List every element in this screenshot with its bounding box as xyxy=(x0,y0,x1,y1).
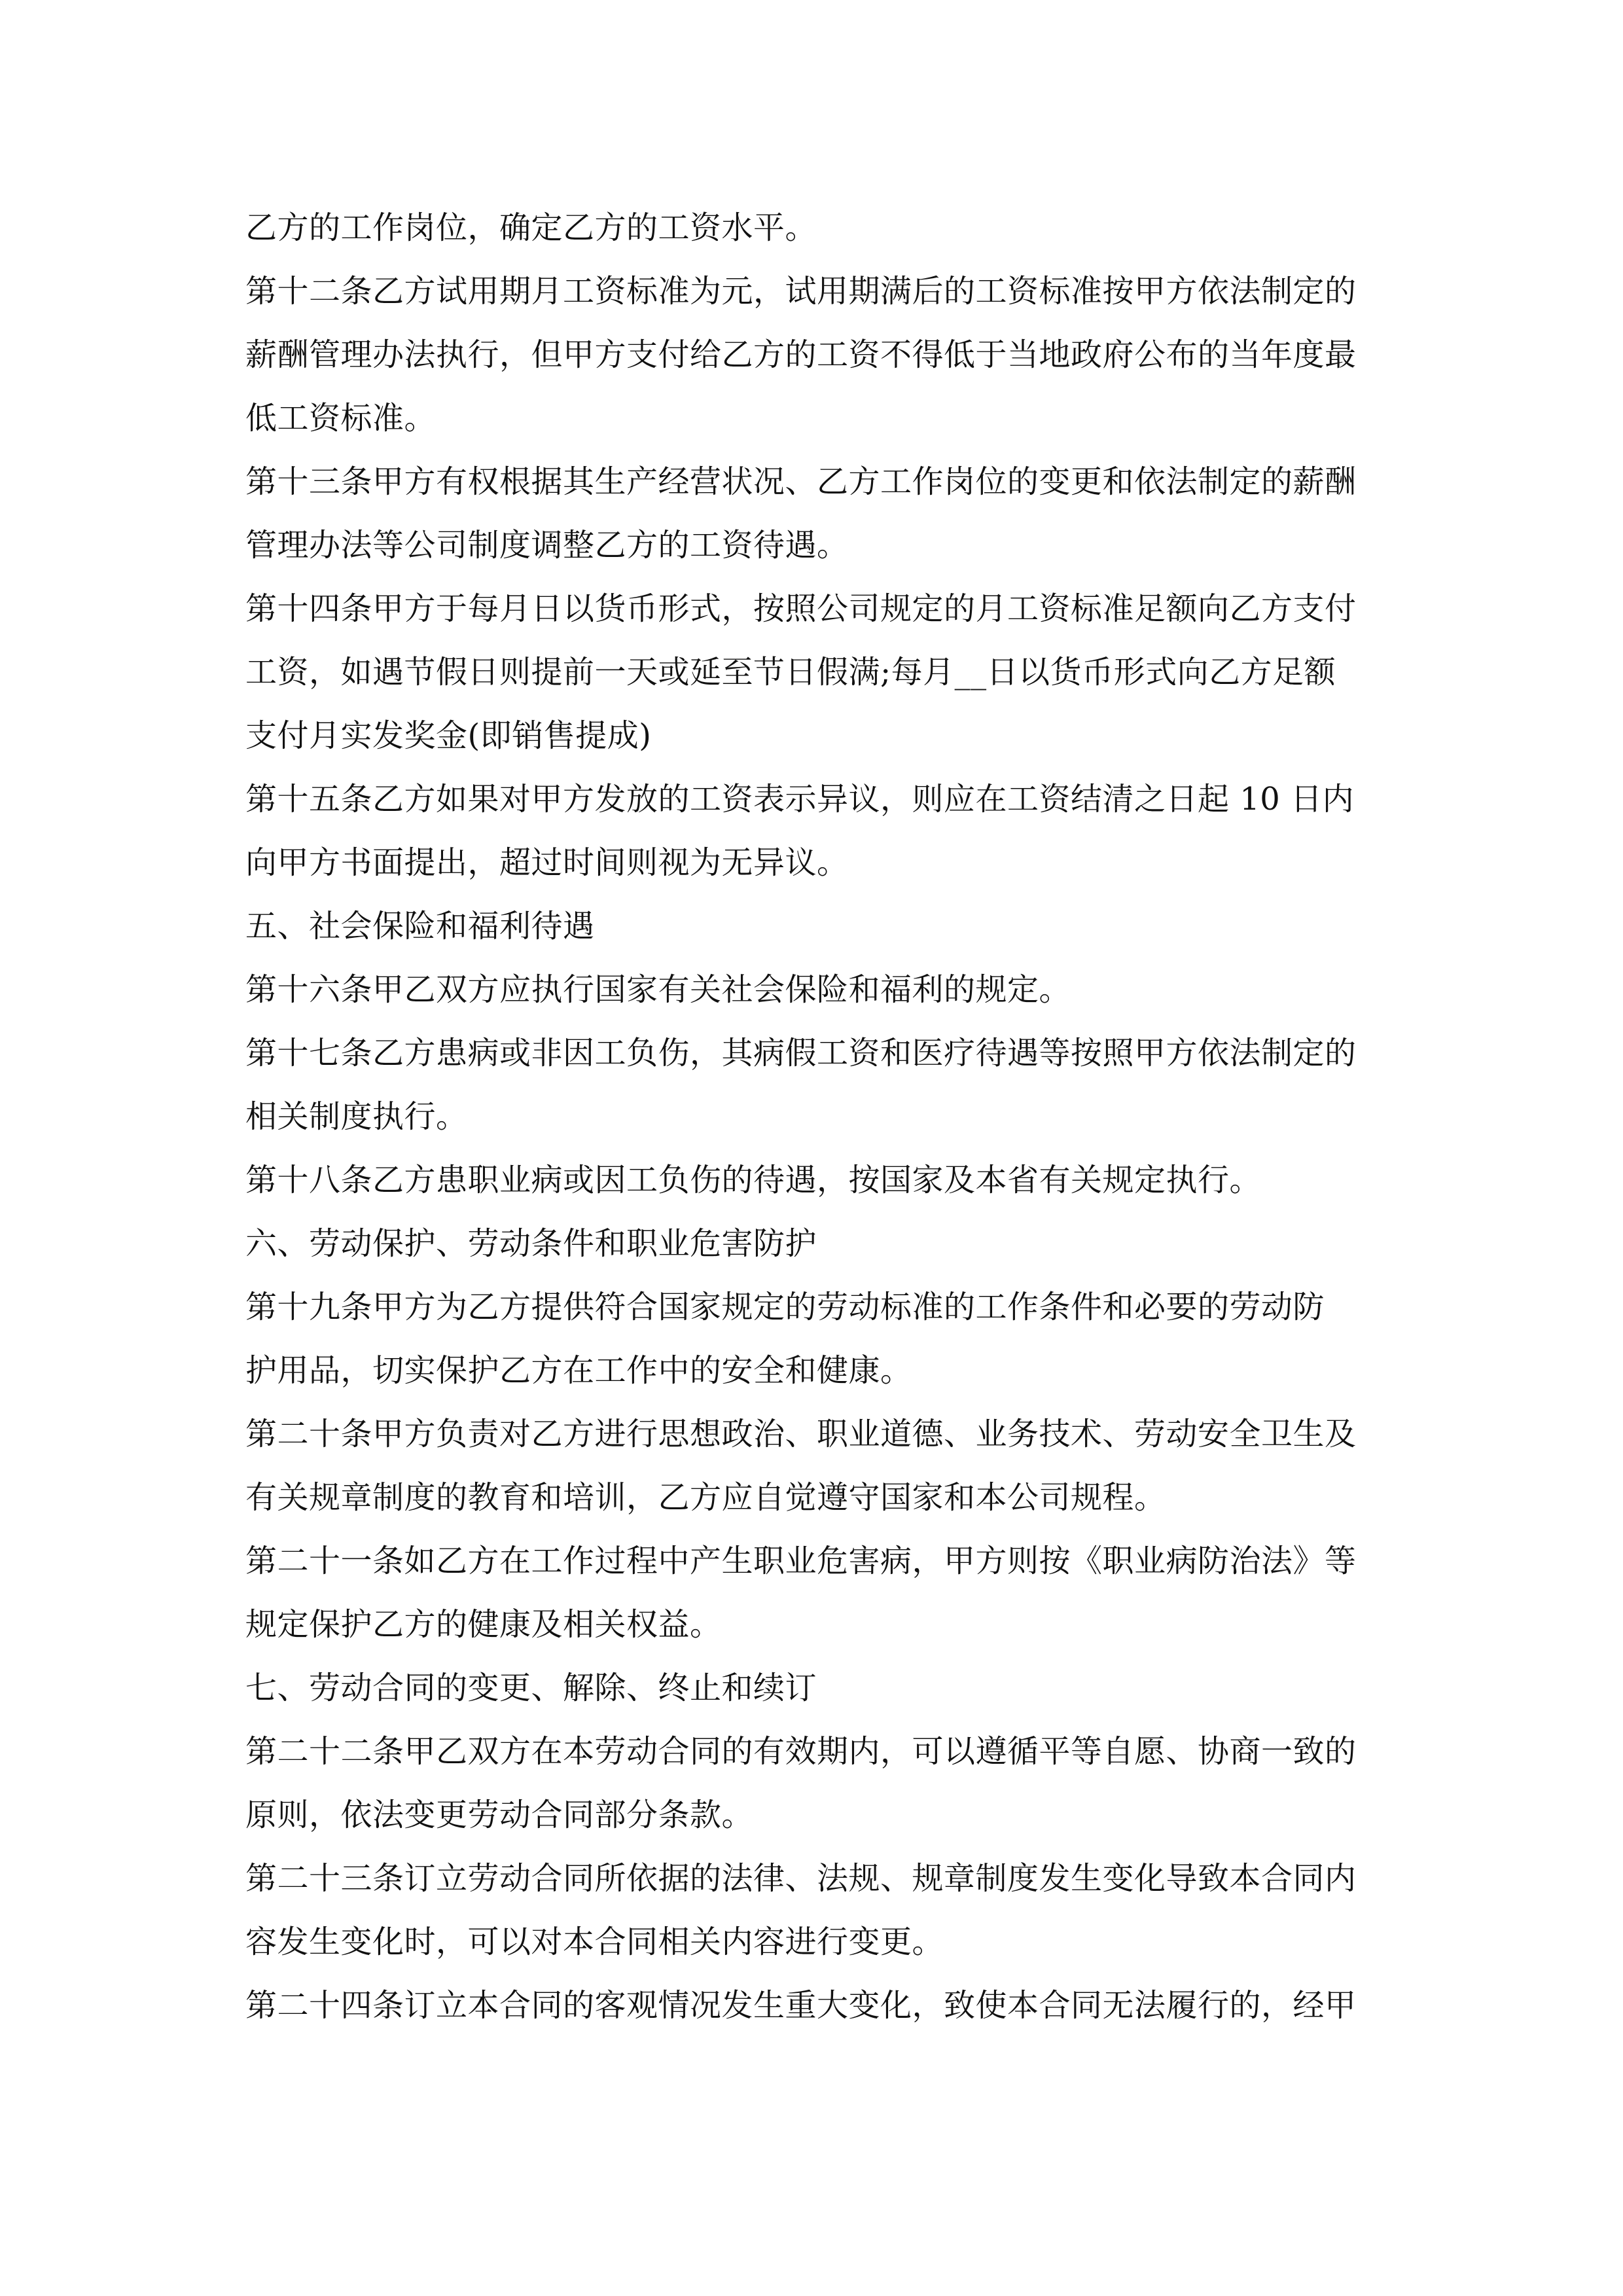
article-13-line-1: 第十三条甲方有权根据其生产经营状况、乙方工作岗位的变更和依法制定的薪酬 xyxy=(245,463,1357,500)
article-15-line-1: 第十五条乙方如果对甲方发放的工资表示异议，则应在工资结清之日起 10 日内 xyxy=(245,781,1355,817)
article-23-line-1: 第二十三条订立劳动合同所依据的法律、法规、规章制度发生变化导致本合同内 xyxy=(245,1860,1357,1897)
article-19-line-1: 第十九条甲方为乙方提供符合国家规定的劳动标准的工作条件和必要的劳动防 xyxy=(245,1289,1325,1325)
article-14-line-3: 支付月实发奖金(即销售提成) xyxy=(245,717,652,754)
article-14-line-1: 第十四条甲方于每月日以货币形式，按照公司规定的月工资标准足额向乙方支付 xyxy=(245,590,1357,627)
section-5-heading: 五、社会保险和福利待遇 xyxy=(245,908,595,944)
article-20-line-2: 有关规章制度的教育和培训，乙方应自觉遵守国家和本公司规程。 xyxy=(245,1479,1166,1516)
article-12-line-1: 第十二条乙方试用期月工资标准为元，试用期满后的工资标准按甲方依法制定的 xyxy=(245,273,1357,310)
article-14-line-2: 工资，如遇节假日则提前一天或延至节日假满;每月__日以货币形式向乙方足额 xyxy=(245,654,1336,691)
section-6-heading: 六、劳动保护、劳动条件和职业危害防护 xyxy=(245,1225,817,1262)
article-16-line-1: 第十六条甲乙双方应执行国家有关社会保险和福利的规定。 xyxy=(245,971,1071,1008)
article-20-line-1: 第二十条甲方负责对乙方进行思想政治、职业道德、业务技术、劳动安全卫生及 xyxy=(245,1416,1357,1452)
article-24-line-1: 第二十四条订立本合同的客观情况发生重大变化，致使本合同无法履行的，经甲 xyxy=(245,1987,1357,2024)
article-15-line-2: 向甲方书面提出，超过时间则视为无异议。 xyxy=(245,844,849,881)
article-12-line-3: 低工资标准。 xyxy=(245,400,437,437)
article-21-line-1: 第二十一条如乙方在工作过程中产生职业危害病，甲方则按《职业病防治法》等 xyxy=(245,1543,1357,1579)
article-18-line-1: 第十八条乙方患职业病或因工负伤的待遇，按国家及本省有关规定执行。 xyxy=(245,1162,1262,1198)
text-line: 乙方的工作岗位，确定乙方的工资水平。 xyxy=(245,209,817,246)
article-13-line-2: 管理办法等公司制度调整乙方的工资待遇。 xyxy=(245,527,849,564)
article-22-line-2: 原则，依法变更劳动合同部分条款。 xyxy=(245,1797,754,1833)
document-body xyxy=(245,196,1378,2037)
article-17-line-2: 相关制度执行。 xyxy=(245,1098,468,1135)
article-17-line-1: 第十七条乙方患病或非因工负伤，其病假工资和医疗待遇等按照甲方依法制定的 xyxy=(245,1035,1357,1071)
article-23-line-2: 容发生变化时，可以对本合同相关内容进行变更。 xyxy=(245,1924,944,1960)
article-22-line-1: 第二十二条甲乙双方在本劳动合同的有效期内，可以遵循平等自愿、协商一致的 xyxy=(245,1733,1357,1770)
article-21-line-2: 规定保护乙方的健康及相关权益。 xyxy=(245,1606,722,1643)
article-12-line-2: 薪酬管理办法执行，但甲方支付给乙方的工资不得低于当地政府公布的当年度最 xyxy=(245,336,1357,373)
section-7-heading: 七、劳动合同的变更、解除、终止和续订 xyxy=(245,1670,817,1706)
article-19-line-2: 护用品，切实保护乙方在工作中的安全和健康。 xyxy=(245,1352,912,1389)
